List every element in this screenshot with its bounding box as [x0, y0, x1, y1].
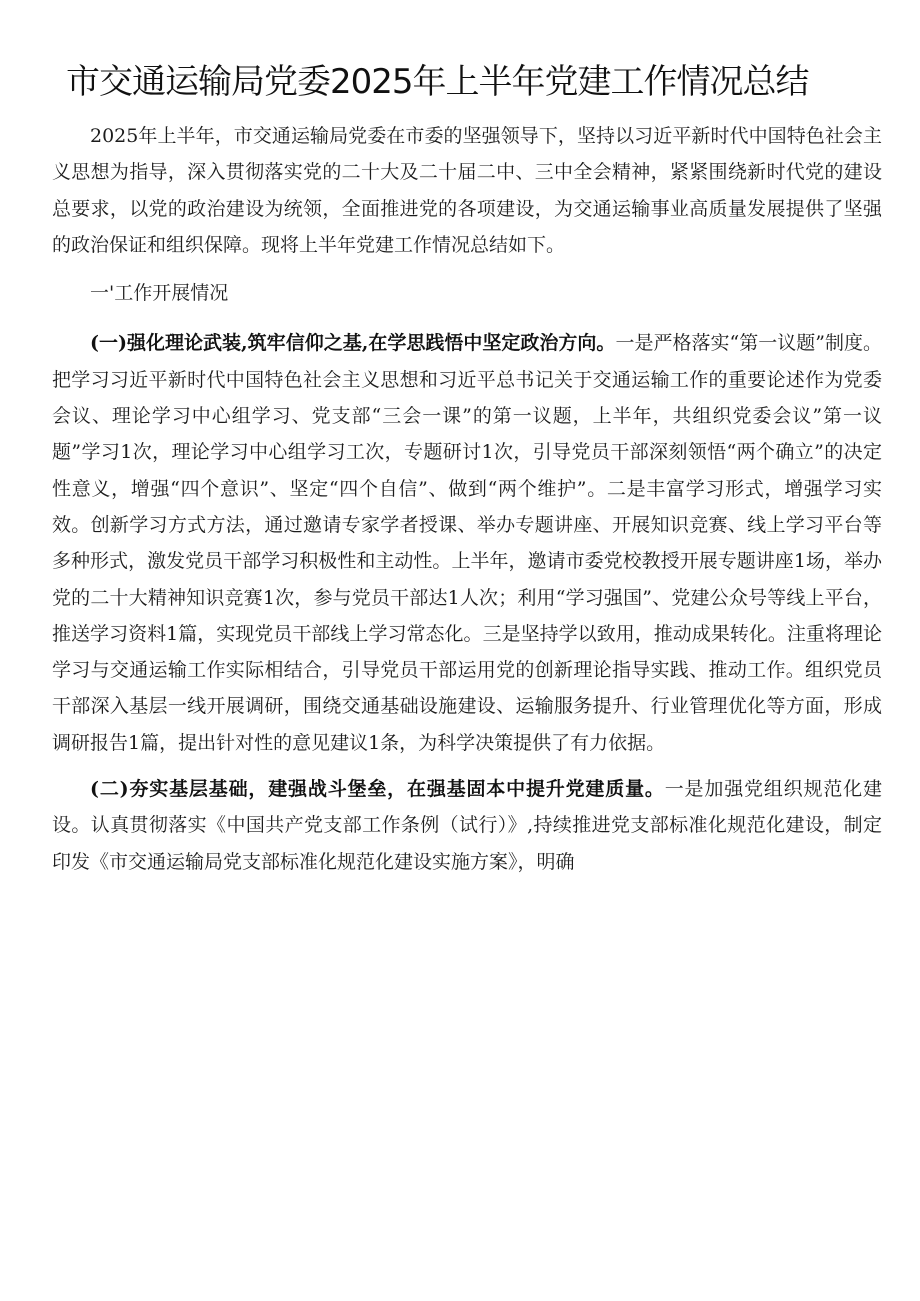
subsection-paragraph — [52, 771, 882, 880]
document-title: 市交通运输局党委2025年上半年党建工作情况总结 — [66, 62, 809, 102]
subsection-body: 一是加强党组织规范化建设。认真贯彻落实《中国共产党支部工作条例（试行）》,持续推进党支部标准化规范化建设，制定印发《市交通运输局党支部标准化规范化建设实施方案》，明确 — [52, 778, 882, 873]
intro-paragraph: 2025年上半年，市交通运输局党委在市委的坚强领导下，坚持以习近平新时代中国特色社会主义思想为指导，深入贯彻落实党的二十大及二十届二中、三中全会精神，紧紧围绕新时代党的建设总要求，以党的政治建设为统领，全面推进党的各项建设，为交通运输事业高质量发展提供了坚强的政治保证和组织保障。现将上半年党建工作情况总结如下。 — [52, 125, 882, 256]
subsection-lead: (二)夯实基层基础，建强战斗堡垒，在强基固本中提升党建质量。 — [90, 778, 665, 801]
section-heading: 一'工作开展情况 — [90, 282, 229, 305]
subsection-paragraph — [52, 325, 882, 761]
subsection-lead: (一)强化理论武装,筑牢信仰之基,在学思践悟中坚定政治方向。 — [90, 332, 616, 355]
subsection-body: 一是严格落实“第一议题”制度。把学习习近平新时代中国特色社会主义思想和习近平总书记关于交通运输工作的重要论述作为党委会议、理论学习中心组学习、党支部“三会一课”的第一议题，上半年，共组织党委会议”第一议题”学习1次，理论学习中心组学习工次，专题研讨1次，引导党员干部深刻领悟“两个确立”的决定性意义，增强“四个意识”、坚定“四个自信”、做到“两个维护”。二是丰富学习形式，增强学习实效。创新学习方式方法，通过邀请专家学者授课、举办专题讲座、开展知识竞赛、线上学习平台等多种形式，激发党员干部学习积极性和主动性。上半年，邀请市委党校教授开展专题讲座1场，举办党的二十大精神知识竞赛1次，参与党员干部达1人次；利用“学习强国”、党建公众号等线上平台，推送学习资料1篇，实现党员干部线上学习常态化。三是坚持学以致用，推动成果转化。注重将理论学习与交通运输工作实际相结合，引导党员干部运用党的创新理论指导实践、推动工作。组织党员干部深入基层一线开展调研，围绕交通基础设施建设、运输服务提升、行业管理优化等方面，形成调研报告1篇，提出针对性的意见建议1条，为科学决策提供了有力依据。 — [52, 332, 882, 754]
document-body — [52, 118, 882, 890]
